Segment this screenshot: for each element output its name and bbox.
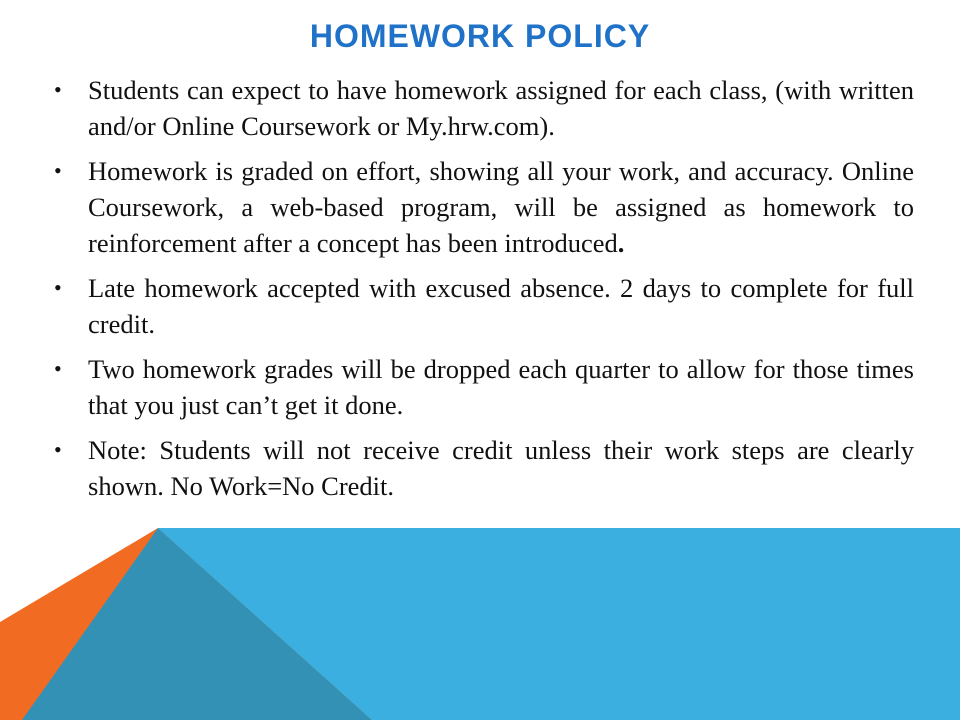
bullet-item [52, 72, 914, 144]
bullet-bold-suffix: . [617, 228, 625, 258]
bullet-item [52, 153, 914, 261]
bullet-text: Note: Students will not receive credit unless their work steps are clearly shown. No Work=No Credit. [88, 435, 914, 501]
slide-title: HOMEWORK POLICY [309, 18, 651, 54]
bullet-item [52, 432, 914, 504]
bullet-item [52, 351, 914, 423]
bullet-text: Two homework grades will be dropped each quarter to allow for those times that you just can’t get it done. [88, 354, 914, 420]
bullet-icon: • [54, 275, 62, 300]
bullet-item [52, 270, 914, 342]
bullet-icon: • [54, 158, 62, 183]
bullet-icon: • [54, 437, 62, 462]
bullet-icon: • [54, 77, 62, 102]
bullet-icon: • [54, 356, 62, 381]
bullet-text: Students can expect to have homework assigned for each class, (with written and/or Online Coursework or My.hrw.com). [88, 75, 914, 141]
bullet-list [52, 72, 914, 513]
bullet-text: Late homework accepted with excused absence. 2 days to complete for full credit. [88, 273, 914, 339]
bullet-text: Homework is graded on effort, showing all your work, and accuracy. Online Coursework, a web-based program, will be assigned as homework to reinforcement after a concept has been introduced [88, 156, 914, 258]
